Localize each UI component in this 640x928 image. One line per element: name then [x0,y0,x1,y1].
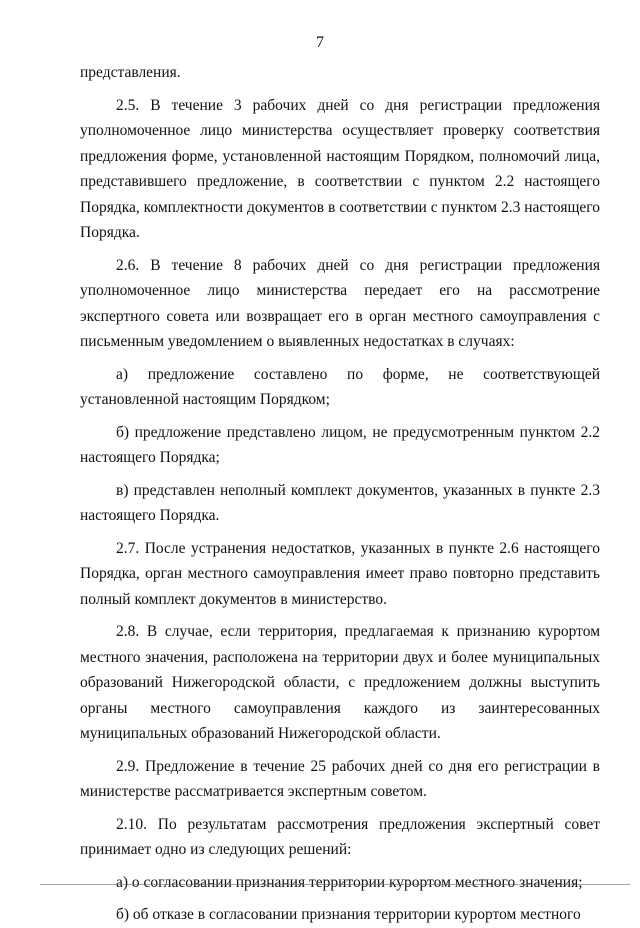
paragraph-2-6-b: б) предложение представлено лицом, не предусмотренным пунктом 2.2 настоящего Порядка; [80,423,600,466]
paragraph-2-8: 2.8. В случае, если территория, предлагаемая к признанию курортом местного значения, расположена на территории двух и более муниципальных образований Нижегородской области, с предложением должны выступить органы местного самоуправления каждого из заинтересованных муниципальных образований Нижегородской области. [80,623,600,742]
paragraph-2-10-b: б) об отказе в согласовании признания территории курортом местного [116,906,581,923]
document-body [80,60,600,928]
paragraph-2-6: 2.6. В течение 8 рабочих дней со дня регистрации предложения уполномоченное лицо министерства передает его на рассмотрение экспертного совета или возвращает его в орган местного самоуправления с письменным уведомлением о выявленных недостатках в случаях: [80,256,600,350]
paragraph-2-10-a: а) о согласовании признания территории курортом местного значения; [116,873,583,891]
paragraph-2-6-a: а) предложение составлено по форме, не соответствующей установленной настоящим Порядком; [80,365,600,408]
scan-edge-line [40,884,630,885]
paragraph-2-7: 2.7. После устранения недостатков, указанных в пункте 2.6 настоящего Порядка, орган местного самоуправления имеет право повторно представить полный комплект документов в министерство. [80,539,600,608]
paragraph-2-6-v: в) представлен неполный комплект документов, указанных в пункте 2.3 настоящего Порядка. [80,481,600,524]
paragraph-2-5: 2.5. В течение 3 рабочих дней со дня регистрации предложения уполномоченное лицо министерства осуществляет проверку соответствия предложения форме, установленной настоящим Порядком, полномочий лица, представившего предложение, в соответствии с пунктом 2.2 настоящего Порядка, комплектности документов в соответствии с пунктом 2.3 настоящего Порядка. [80,96,600,241]
page-number: 7 [316,34,324,51]
paragraph-2-9: 2.9. Предложение в течение 25 рабочих дней со дня его регистрации в министерстве рассматривается экспертным советом. [80,757,600,800]
paragraph-continuation: представления. [80,64,181,81]
paragraph-2-10: 2.10. По результатам рассмотрения предложения экспертный совет принимает одно из следующих решений: [80,815,600,858]
